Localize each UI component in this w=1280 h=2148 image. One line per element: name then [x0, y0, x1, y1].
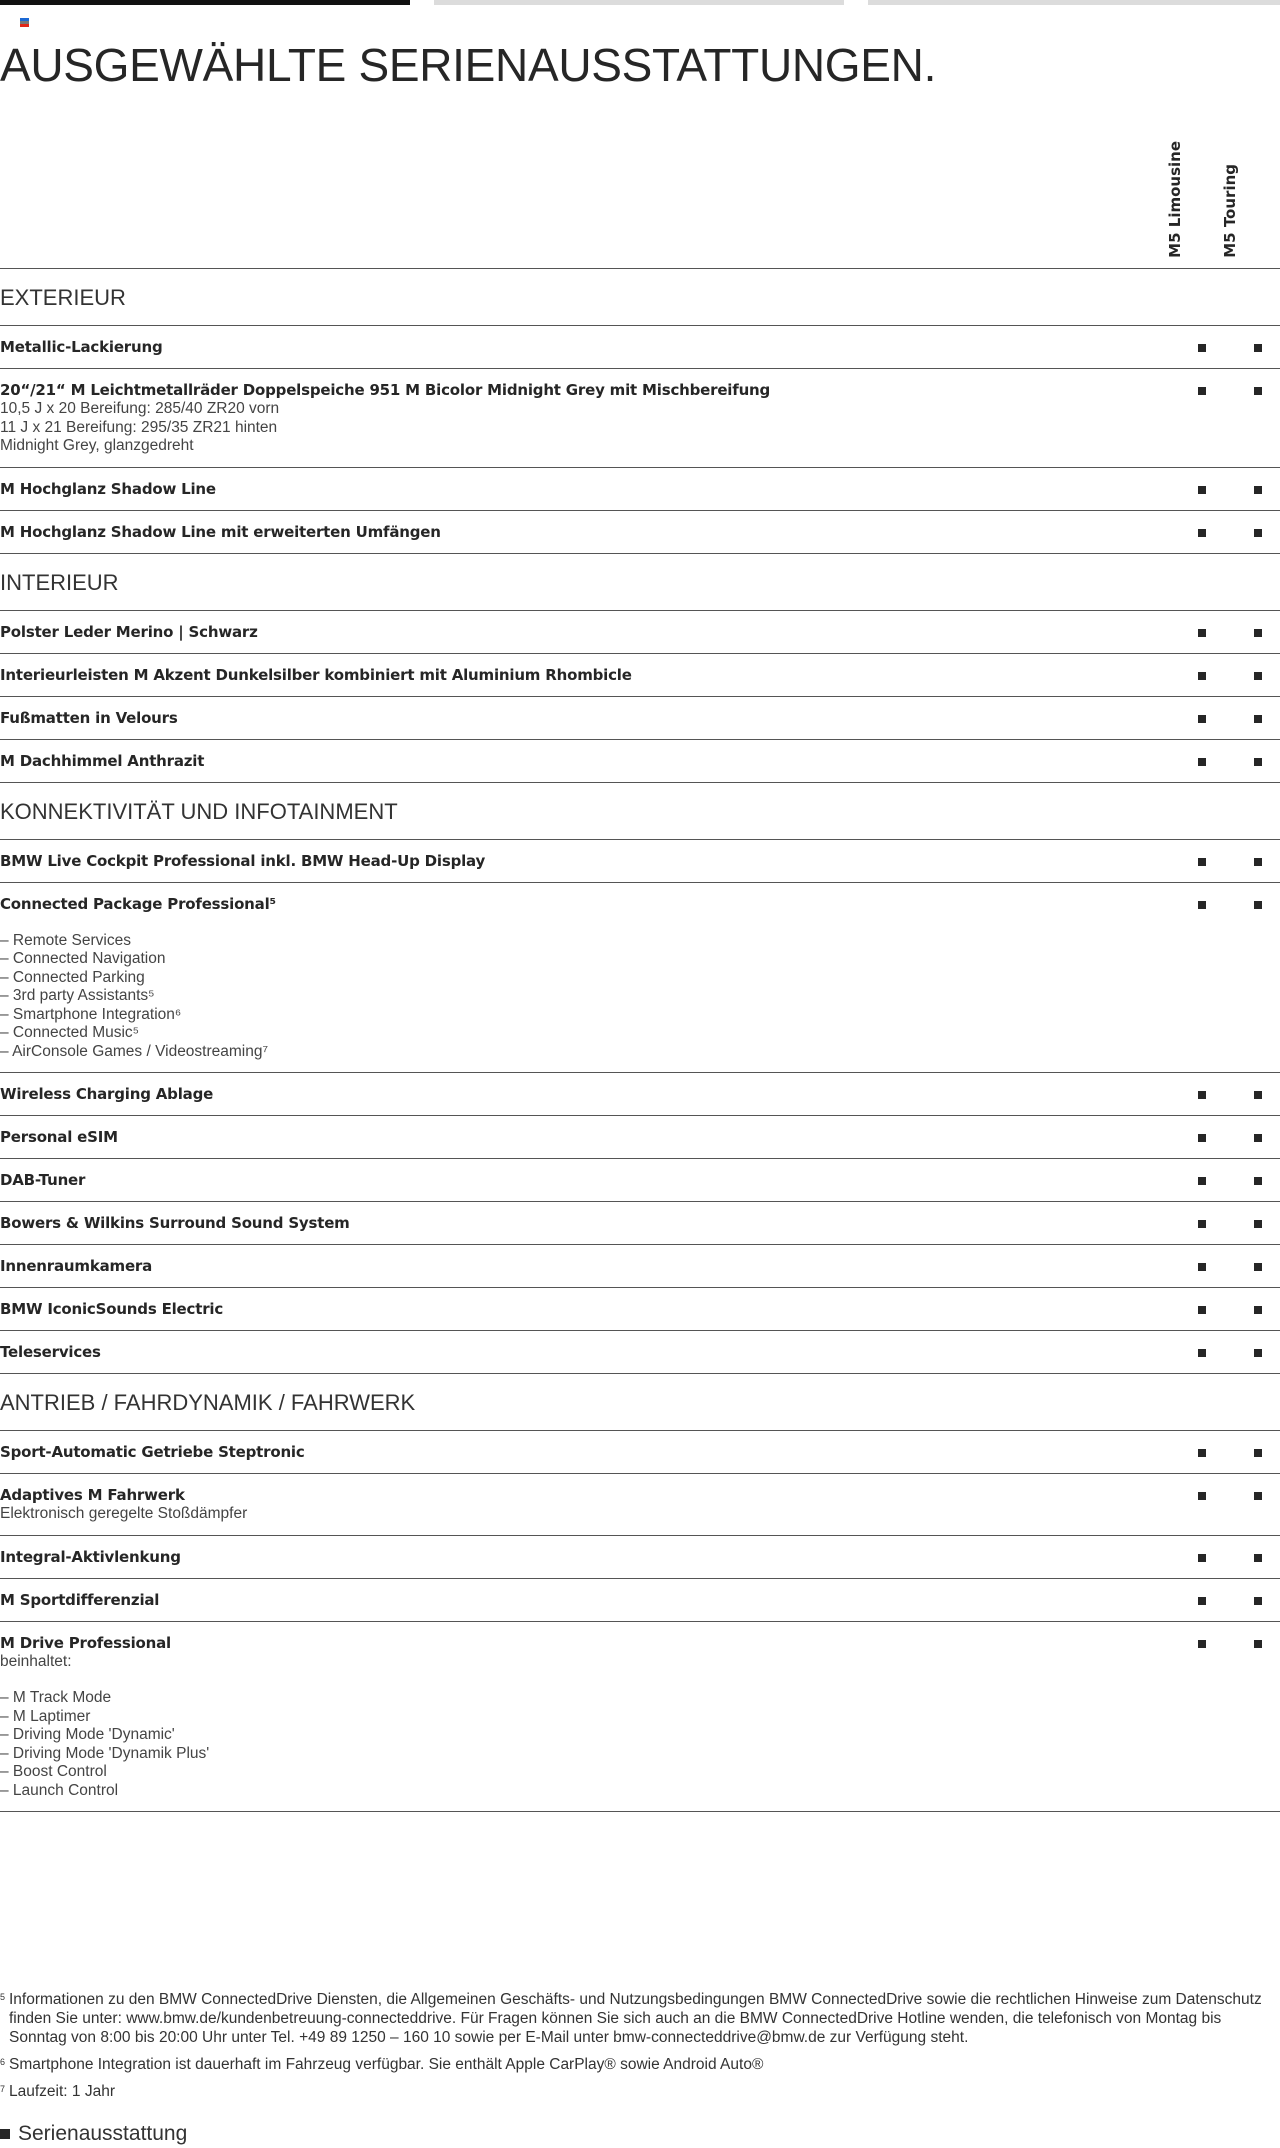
feature-list-item: – Driving Mode 'Dynamik Plus' — [0, 1744, 210, 1762]
standard-mark-touring-icon — [1254, 715, 1262, 723]
equipment-label: Fußmatten in Velours — [0, 708, 178, 727]
equipment-label: Integral-Aktivlenkung — [0, 1547, 181, 1566]
footnote-text: Smartphone Integration ist dauerhaft im Fahrzeug verfügbar. Sie enthält Apple CarPlay® sowie Android Auto® — [9, 2056, 764, 2073]
equipment-label: M Hochglanz Shadow Line — [0, 479, 216, 498]
standard-mark-touring-icon — [1254, 858, 1262, 866]
standard-mark-touring-icon — [1254, 529, 1262, 537]
feature-list-item: – Connected Navigation — [0, 950, 166, 967]
equipment-label: Polster Leder Merino | Schwarz — [0, 622, 258, 641]
standard-mark-touring-icon — [1254, 1306, 1262, 1314]
standard-mark-limousine-icon — [1198, 1640, 1206, 1648]
equipment-row — [0, 611, 1280, 654]
footnote-number: 6 — [0, 2057, 6, 2067]
standard-mark-touring-icon — [1254, 1597, 1262, 1605]
page-title: AUSGEWÄHLTE SERIENAUSSTATTUNGEN. — [0, 39, 937, 91]
footnote-number: 7 — [0, 2084, 6, 2094]
standard-mark-limousine-icon — [1198, 486, 1206, 494]
column-headers — [1110, 140, 1280, 258]
standard-mark-limousine-icon — [1198, 1554, 1206, 1562]
feature-list-item: – Smartphone Integration⁶ — [0, 1005, 182, 1023]
equipment-row — [0, 1073, 1280, 1116]
equipment-row — [0, 1116, 1280, 1159]
equipment-label: M Hochglanz Shadow Line mit erweiterten Umfängen — [0, 522, 441, 541]
standard-mark-touring-icon — [1254, 1091, 1262, 1099]
footnote-7 — [0, 2082, 1262, 2101]
equipment-row — [0, 1245, 1280, 1288]
equipment-detail: 11 J x 21 Bereifung: 295/35 ZR21 hinten — [0, 418, 278, 436]
standard-mark-limousine-icon — [1198, 1177, 1206, 1185]
standard-mark-limousine-icon — [1198, 901, 1206, 909]
standard-mark-limousine-icon — [1198, 858, 1206, 866]
feature-list — [0, 932, 1110, 1062]
equipment-row — [0, 1474, 1280, 1536]
standard-mark-limousine-icon — [1198, 1349, 1206, 1357]
standard-mark-touring-icon — [1254, 629, 1262, 637]
equipment-label: M Drive Professional — [0, 1633, 171, 1652]
story-progress-bar — [0, 0, 1280, 5]
feature-list — [0, 1689, 1110, 1800]
equipment-row — [0, 697, 1280, 740]
equipment-row — [0, 840, 1280, 883]
equipment-row — [0, 1579, 1280, 1622]
standard-mark-limousine-icon — [1198, 758, 1206, 766]
equipment-row — [0, 883, 1280, 1074]
feature-list-item: – Remote Services — [0, 931, 131, 949]
column-header-m5-limousine: M5 Limousine — [1166, 141, 1184, 258]
equipment-row — [0, 1431, 1280, 1474]
standard-mark-limousine-icon — [1198, 1134, 1206, 1142]
standard-mark-touring-icon — [1254, 344, 1262, 352]
standard-mark-limousine-icon — [1198, 715, 1206, 723]
equipment-detail: beinhaltet: — [0, 1652, 72, 1670]
standard-mark-touring-icon — [1254, 758, 1262, 766]
equipment-row — [0, 468, 1280, 511]
equipment-row — [0, 511, 1280, 554]
section-title-exterieur: EXTERIEUR — [0, 269, 1280, 326]
equipment-detail: Elektronisch geregelte Stoßdämpfer — [0, 1505, 248, 1522]
standard-mark-limousine-icon — [1198, 387, 1206, 395]
equipment-row — [0, 1536, 1280, 1579]
standard-mark-limousine-icon — [1198, 1220, 1206, 1228]
standard-mark-limousine-icon — [1198, 1597, 1206, 1605]
equipment-label: Wireless Charging Ablage — [0, 1085, 214, 1103]
feature-list-item: – Connected Parking — [0, 968, 145, 986]
equipment-row — [0, 1622, 1280, 1813]
equipment-label: DAB-Tuner — [0, 1171, 86, 1189]
standard-mark-touring-icon — [1254, 672, 1262, 680]
feature-list-item: – 3rd party Assistants⁵ — [0, 987, 155, 1004]
equipment-label: BMW IconicSounds Electric — [0, 1300, 224, 1318]
standard-mark-touring-icon — [1254, 1492, 1262, 1500]
equipment-label: Personal eSIM — [0, 1128, 118, 1146]
standard-mark-touring-icon — [1254, 1349, 1262, 1357]
section-title-interieur: INTERIEUR — [0, 554, 1280, 611]
progress-segment-active[interactable] — [0, 0, 410, 5]
feature-list-item: – Driving Mode 'Dynamic' — [0, 1726, 175, 1743]
equipment-detail: 10,5 J x 20 Bereifung: 285/40 ZR20 vorn — [0, 400, 280, 417]
feature-list-item: – M Track Mode — [0, 1689, 112, 1706]
equipment-label: 20“/21“ M Leichtmetallräder Doppelspeiche 951 M Bicolor Midnight Grey mit Mischbereifung — [0, 381, 771, 399]
standard-mark-touring-icon — [1254, 901, 1262, 909]
progress-segment[interactable] — [868, 0, 1280, 5]
equipment-label: BMW Live Cockpit Professional inkl. BMW Head-Up Display — [0, 851, 486, 870]
footnote-6 — [0, 2055, 1262, 2074]
column-header-m5-touring: M5 Touring — [1221, 164, 1239, 258]
equipment-row — [0, 1159, 1280, 1202]
standard-mark-touring-icon — [1254, 1449, 1262, 1457]
standard-mark-touring-icon — [1254, 1220, 1262, 1228]
equipment-row — [0, 740, 1280, 783]
footnote-5 — [0, 1990, 1262, 2047]
standard-mark-limousine-icon — [1198, 1263, 1206, 1271]
standard-mark-touring-icon — [1254, 486, 1262, 494]
feature-list-item: – AirConsole Games / Videostreaming⁷ — [0, 1042, 269, 1060]
equipment-row — [0, 326, 1280, 369]
section-title-antrieb-fahrdynamik-fahrwerk: ANTRIEB / FAHRDYNAMIK / FAHRWERK — [0, 1374, 1280, 1431]
equipment-label: Bowers & Wilkins Surround Sound System — [0, 1214, 350, 1232]
feature-list-item: – Connected Music⁵ — [0, 1024, 140, 1041]
equipment-label: Adaptives M Fahrwerk — [0, 1486, 185, 1504]
equipment-row — [0, 1331, 1280, 1374]
progress-segment[interactable] — [434, 0, 844, 5]
standard-mark-limousine-icon — [1198, 529, 1206, 537]
standard-mark-touring-icon — [1254, 1177, 1262, 1185]
footnote-text: Informationen zu den BMW ConnectedDrive Diensten, die Allgemeinen Geschäfts- und Nutzungsbedingungen BMW ConnectedDrive sowie die rechtlichen Hinweise zum Datenschutz finden Sie unter: www.bmw.de/kundenbetreuung-connecteddrive. Für Fragen können Sie sich auch an die BMW ConnectedDrive Hotline wenden, die telefonisch von Montag bis Sonntag von 8:00 bis 20:00 Uhr unter Tel. +49 89 1250 – 160 10 sowie per E-Mail unter bmw-connecteddrive@bmw.de zur Verfügung steht. — [9, 1991, 1262, 2046]
standard-mark-touring-icon — [1254, 387, 1262, 395]
equipment-label: Metallic-Lackierung — [0, 338, 163, 356]
equipment-label: Teleservices — [0, 1343, 101, 1361]
equipment-label: M Dachhimmel Anthrazit — [0, 751, 205, 770]
standard-mark-limousine-icon — [1198, 1091, 1206, 1099]
standard-mark-limousine-icon — [1198, 629, 1206, 637]
legend-label: Serienausstattung — [18, 2122, 188, 2145]
standard-equipment-square-icon — [0, 2129, 10, 2139]
equipment-table — [0, 268, 1280, 1812]
equipment-row — [0, 369, 1280, 468]
feature-list-item: – Launch Control — [0, 1781, 119, 1799]
equipment-label: Innenraumkamera — [0, 1257, 153, 1275]
standard-mark-touring-icon — [1254, 1640, 1262, 1648]
standard-mark-touring-icon — [1254, 1134, 1262, 1142]
equipment-label: Interieurleisten M Akzent Dunkelsilber kombiniert mit Aluminium Rhombicle — [0, 665, 632, 684]
equipment-row — [0, 1288, 1280, 1331]
footnote-text: Laufzeit: 1 Jahr — [9, 2083, 115, 2100]
footnote-number: 5 — [0, 1992, 6, 2002]
standard-mark-limousine-icon — [1198, 672, 1206, 680]
equipment-label: Connected Package Professional⁵ — [0, 894, 276, 913]
footnotes — [0, 1990, 1262, 2109]
standard-mark-limousine-icon — [1198, 1492, 1206, 1500]
standard-mark-limousine-icon — [1198, 344, 1206, 352]
standard-mark-touring-icon — [1254, 1554, 1262, 1562]
standard-mark-limousine-icon — [1198, 1306, 1206, 1314]
standard-mark-limousine-icon — [1198, 1449, 1206, 1457]
equipment-label: Sport-Automatic Getriebe Steptronic — [0, 1443, 305, 1461]
equipment-label: M Sportdifferenzial — [0, 1590, 160, 1609]
equipment-row — [0, 1202, 1280, 1245]
equipment-detail: Midnight Grey, glanzgedreht — [0, 437, 194, 454]
standard-mark-touring-icon — [1254, 1263, 1262, 1271]
equipment-row — [0, 654, 1280, 697]
feature-list-item: – M Laptimer — [0, 1707, 91, 1725]
brand-flag-icon — [20, 18, 29, 27]
legend — [0, 2122, 187, 2146]
section-title-konnektivität-und-infotainment: KONNEKTIVITÄT UND INFOTAINMENT — [0, 783, 1280, 840]
feature-list-item: – Boost Control — [0, 1763, 107, 1780]
